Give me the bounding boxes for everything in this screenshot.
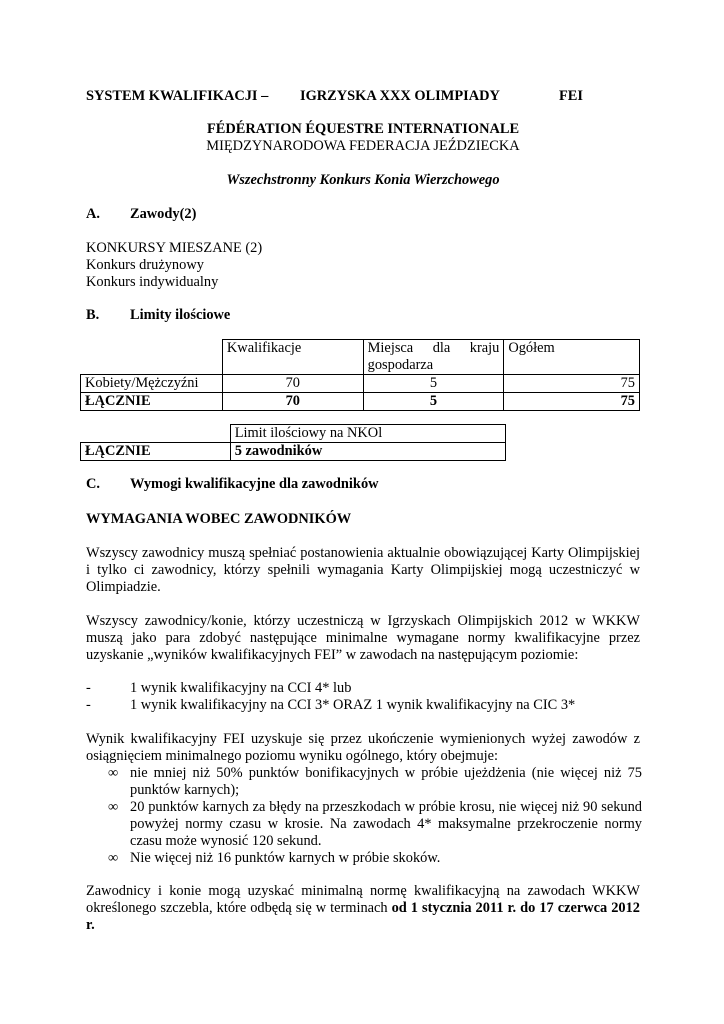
header-middle: IGRZYSKA XXX OLIMPIADY	[300, 88, 500, 104]
paragraph-qualification: Wszyscy zawodnicy/konie, którzy uczestniczą w Igrzyskach Olimpijskich 2012 w WKKW muszą jako para zdobyć następujące minimalne wymagane normy kwalifikacyjne przez uzyskanie „wyników kwalifikacyjnych FEI” w zawodach na następującym poziomie:	[86, 613, 640, 663]
section-a-line: Konkurs indywidualny	[86, 274, 219, 290]
paragraph-dates	[86, 883, 640, 934]
section-c-letter: C.	[86, 476, 100, 492]
infinity-bullet-icon: ∞	[108, 850, 119, 866]
header-right: FEI	[559, 88, 583, 104]
section-b-letter: B.	[86, 307, 100, 323]
dash-marker: -	[86, 697, 91, 713]
table-row	[81, 393, 640, 411]
paragraph-eligibility: Wszyscy zawodnicy muszą spełniać postanowienia aktualnie obowiązującej Karty Olimpijskiej i tylko ci zawodnicy, którzy spełnili wymagania Karty Olimpijskiej mogą uczestniczyć w Olimpiadzie.	[86, 545, 640, 595]
list-item-text: 20 punktów karnych za błędy na przeszkodach w próbie krosu, nie więcej niż 90 sekund powyżej normy czasu w krosie. Na zawodach 4* maksymalne przekroczenie normy czasu może wynosić 120 sekund.	[130, 799, 642, 849]
list-item	[86, 799, 642, 850]
section-a-letter: A.	[86, 206, 100, 222]
table-cell: 5 zawodników	[230, 443, 505, 461]
table-cell: 75	[504, 375, 640, 393]
list-item-text: 1 wynik kwalifikacyjny na CCI 3* ORAZ 1 wynik kwalifikacyjny na CIC 3*	[130, 697, 576, 713]
section-b-title: Limity ilościowe	[130, 307, 231, 323]
federation-name-fr: FÉDÉRATION ÉQUESTRE INTERNATIONALE	[206, 121, 520, 137]
infinity-bullet-icon: ∞	[108, 799, 119, 815]
infinity-bullet-icon: ∞	[108, 765, 119, 781]
table-header-cell: Limit ilościowy na NKOl	[230, 425, 505, 443]
dash-marker: -	[86, 680, 91, 696]
list-item-text: 1 wynik kwalifikacyjny na CCI 4* lub	[130, 680, 352, 696]
quota-table	[80, 339, 640, 411]
nkol-limit-table	[80, 424, 506, 461]
paragraph-result-definition: Wynik kwalifikacyjny FEI uzyskuje się przez ukończenie wymienionych wyżej zawodów z osiągnięciem minimalnego poziomu wyniku ogólnego, który obejmuje:	[86, 731, 640, 764]
table-row-label: ŁĄCZNIE	[81, 393, 223, 411]
list-item	[86, 765, 642, 799]
table-header-cell: Miejsca dla kraju gospodarza	[363, 340, 504, 375]
section-a-title: Zawody(2)	[130, 206, 197, 222]
table-cell: 70	[222, 375, 363, 393]
table-corner-cell	[81, 340, 223, 375]
table-cell: 5	[363, 393, 504, 411]
criteria-list	[86, 765, 642, 867]
section-a-line: Konkurs drużynowy	[86, 257, 204, 273]
discipline-title: Wszechstronny Konkurs Konia Wierzchowego	[226, 172, 500, 188]
list-item	[86, 850, 642, 867]
table-row	[81, 443, 506, 461]
table-header-cell: Ogółem	[504, 340, 640, 375]
qualification-options-list	[86, 680, 642, 714]
section-c-title: Wymogi kwalifikacyjne dla zawodników	[130, 476, 379, 492]
requirements-heading: WYMAGANIA WOBEC ZAWODNIKÓW	[86, 511, 352, 527]
federation-name-pl: MIĘDZYNARODOWA FEDERACJA JEŹDZIECKA	[206, 138, 520, 154]
list-item-text: nie mniej niż 50% punktów bonifikacyjnych w próbie ujeżdżenia (nie więcej niż 75 punktów karnych);	[130, 765, 642, 798]
qualification-period: od 1 stycznia 2011 r. do 17 czerwca 2012 r.	[86, 900, 640, 933]
table-header-cell: Kwalifikacje	[222, 340, 363, 375]
table-corner-cell	[81, 425, 231, 443]
table-cell: 5	[363, 375, 504, 393]
header-left: SYSTEM KWALIFIKACJI –	[86, 88, 269, 104]
section-a-line: KONKURSY MIESZANE (2)	[86, 240, 263, 256]
table-row	[81, 375, 640, 393]
list-item	[86, 697, 642, 714]
table-cell: 70	[222, 393, 363, 411]
table-row-label: ŁĄCZNIE	[81, 443, 231, 461]
list-item-text: Nie więcej niż 16 punktów karnych w próbie skoków.	[130, 850, 441, 866]
paragraph-dates-text: Zawodnicy i konie mogą uzyskać minimalną normę kwalifikacyjną na zawodach WKKW określonego szczebla, które odbędą się w terminach	[86, 883, 640, 916]
table-cell: 75	[504, 393, 640, 411]
list-item	[86, 680, 642, 697]
table-header-row	[81, 340, 640, 375]
table-row-label: Kobiety/Mężczyźni	[81, 375, 223, 393]
table-header-row	[81, 425, 506, 443]
